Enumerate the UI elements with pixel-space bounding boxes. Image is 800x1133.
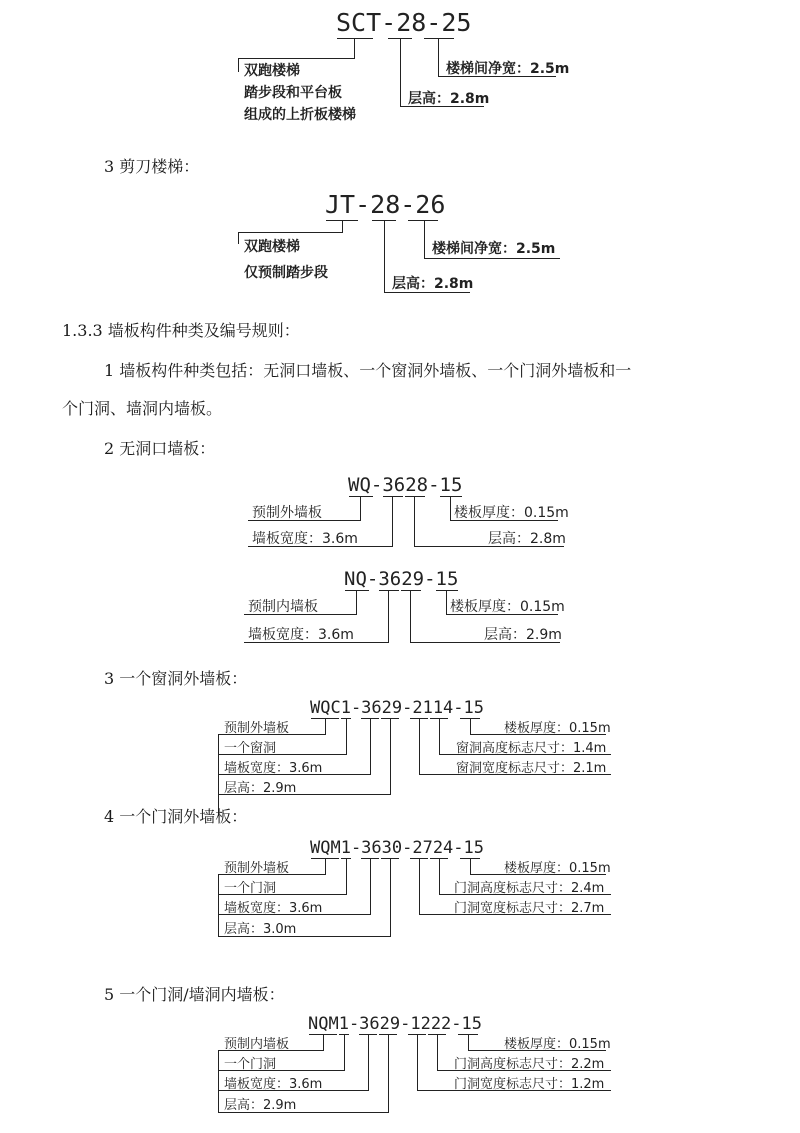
jt-desc-1: 双跑楼梯 — [244, 239, 300, 255]
jt-leader — [342, 220, 343, 232]
jt-height: 层高：2.8m — [392, 276, 474, 292]
nqm1-thickness: 楼板厚度：0.15m — [504, 1037, 611, 1052]
nq-height: 层高：2.9m — [484, 627, 562, 643]
sct-leader — [238, 58, 239, 72]
nq-thickness: 楼板厚度：0.15m — [450, 599, 565, 615]
wq-height: 层高：2.8m — [488, 531, 566, 547]
nqm1-leader — [388, 1034, 389, 1112]
item5-heading: 5 一个门洞/墙洞内墙板： — [104, 985, 285, 1004]
wqm1-leader — [470, 858, 471, 874]
sct-leader — [438, 38, 439, 76]
nqm1-width: 墙板宽度：3.6m — [224, 1077, 323, 1092]
sct-height: 层高：2.8m — [408, 91, 490, 107]
wqm1-leader — [325, 858, 326, 874]
wqm1-thickness: 楼板厚度：0.15m — [504, 861, 611, 876]
nq-width: 墙板宽度：3.6m — [248, 627, 354, 643]
nqm1-leader — [218, 1050, 219, 1112]
wqc1-op-h: 窗洞高度标志尺寸：1.4m — [456, 741, 607, 756]
wq-leader — [392, 496, 393, 546]
jt-width: 楼梯间净宽：2.5m — [432, 241, 556, 257]
wqc1-leader — [370, 718, 371, 774]
wqm1-leader — [390, 858, 391, 936]
sct-leader — [354, 38, 355, 58]
item4-heading: 4 一个门洞外墙板： — [104, 807, 248, 826]
nqm1-op-w: 门洞宽度标志尺寸：1.2m — [454, 1077, 605, 1092]
wqc1-leader — [346, 718, 347, 754]
nq-type: 预制内墙板 — [248, 599, 318, 615]
wq-leader — [414, 496, 415, 546]
sct-desc-2: 踏步段和平台板 — [244, 85, 342, 101]
wqc1-leader — [419, 718, 420, 774]
wq-type: 预制外墙板 — [252, 505, 322, 521]
nqm1-opening: 一个门洞 — [224, 1057, 277, 1072]
nq-leader — [410, 590, 411, 642]
sct-width: 楼梯间净宽：2.5m — [446, 61, 570, 77]
wqc1-op-w: 窗洞宽度标志尺寸：2.1m — [456, 761, 607, 776]
nqm1-leader — [323, 1034, 324, 1050]
nq-leader — [356, 590, 357, 614]
wqc1-thickness: 楼板厚度：0.15m — [504, 721, 611, 736]
wqm1-op-w: 门洞宽度标志尺寸：2.7m — [454, 901, 605, 916]
item1-line2: 个门洞、墙洞内墙板。 — [62, 399, 223, 418]
jt-code: JT-28-26 — [325, 190, 446, 219]
wqc1-height: 层高：2.9m — [224, 781, 297, 796]
nqm1-leader — [368, 1034, 369, 1090]
wq-thickness: 楼板厚度：0.15m — [454, 505, 569, 521]
nq-leader — [388, 590, 389, 642]
item3-heading: 3 一个窗洞外墙板： — [104, 669, 248, 688]
sct-desc-3: 组成的上折板楼梯 — [244, 107, 356, 123]
nqm1-leader — [468, 1034, 469, 1050]
jt-leader — [384, 220, 385, 292]
wqm1-height: 层高：3.0m — [224, 922, 297, 937]
wqm1-leader — [218, 874, 219, 936]
wqm1-leader — [419, 858, 420, 914]
item1-line1: 1 墙板构件种类包括：无洞口墙板、一个窗洞外墙板、一个门洞外墙板和一 — [104, 361, 632, 380]
nq-leader — [446, 590, 447, 614]
wqc1-leader — [325, 718, 326, 734]
nqm1-op-h: 门洞高度标志尺寸：2.2m — [454, 1057, 605, 1072]
scissor-heading: 3 剪刀楼梯： — [104, 157, 200, 176]
jt-leader — [424, 220, 425, 258]
jt-leader — [424, 258, 560, 259]
sct-code: SCT-28-25 — [336, 8, 472, 37]
wqm1-op-h: 门洞高度标志尺寸：2.4m — [454, 881, 605, 896]
wqc1-code: WQC1-3629-2114-15 — [310, 698, 484, 718]
wq-leader — [450, 496, 451, 520]
wqc1-type: 预制外墙板 — [224, 721, 290, 736]
wqc1-width: 墙板宽度：3.6m — [224, 761, 323, 776]
wqm1-leader — [346, 858, 347, 894]
wqc1-opening: 一个窗洞 — [224, 741, 277, 756]
item2-heading: 2 无洞口墙板： — [104, 439, 216, 458]
wqc1-leader — [439, 718, 440, 754]
sct-desc-1: 双跑楼梯 — [244, 63, 300, 79]
wqm1-opening: 一个门洞 — [224, 881, 277, 896]
nqm1-height: 层高：2.9m — [224, 1098, 297, 1113]
nq-code: NQ-3629-15 — [344, 568, 459, 590]
nqm1-type: 预制内墙板 — [224, 1037, 290, 1052]
wqm1-width: 墙板宽度：3.6m — [224, 901, 323, 916]
nqm1-leader — [417, 1034, 418, 1090]
wq-width: 墙板宽度：3.6m — [252, 531, 358, 547]
nqm1-code: NQM1-3629-1222-15 — [308, 1014, 482, 1034]
wqm1-code: WQM1-3630-2724-15 — [310, 838, 484, 858]
wqc1-leader — [390, 718, 391, 794]
wq-leader — [360, 496, 361, 520]
nqm1-leader — [344, 1034, 345, 1070]
jt-bracket — [408, 220, 438, 221]
wq-code: WQ-3628-15 — [348, 474, 463, 496]
wqm1-leader — [370, 858, 371, 914]
jt-desc-2: 仅预制踏步段 — [244, 265, 328, 281]
jt-leader — [238, 232, 239, 244]
wqm1-type: 预制外墙板 — [224, 861, 290, 876]
sct-leader — [400, 38, 401, 106]
section-heading: 1.3.3 墙板构件种类及编号规则： — [62, 321, 300, 340]
nqm1-leader — [437, 1034, 438, 1070]
wqc1-leader — [470, 718, 471, 734]
wqm1-leader — [439, 858, 440, 894]
jt-leader — [238, 232, 343, 233]
